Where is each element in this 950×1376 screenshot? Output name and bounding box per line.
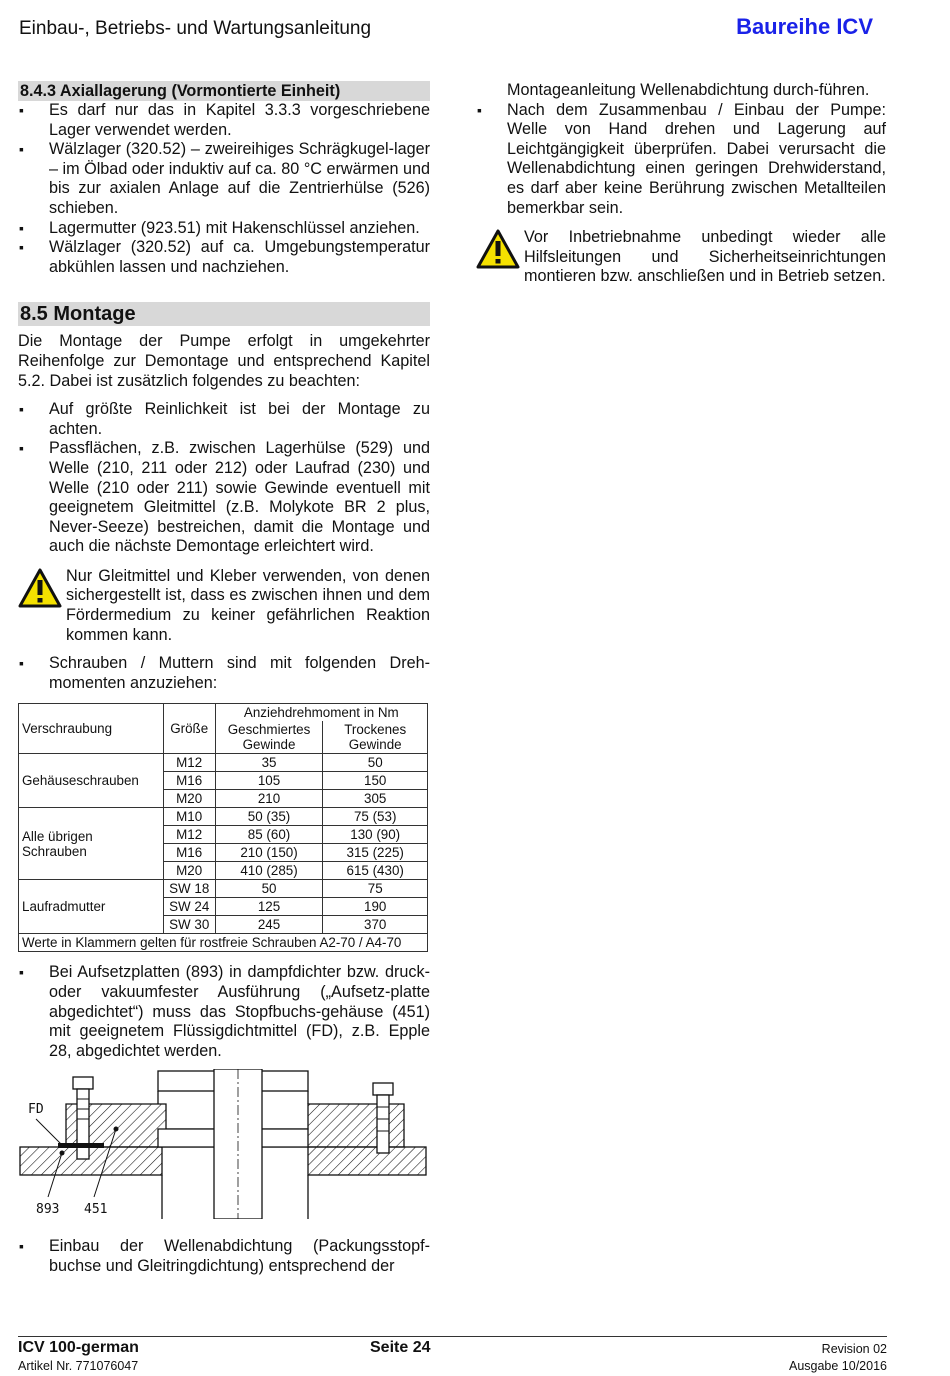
table-row xyxy=(19,808,428,826)
cell-size: M10 xyxy=(163,808,215,826)
cell-dry: 615 (430) xyxy=(323,862,428,880)
cell-dry: 370 xyxy=(323,916,428,934)
cell-size: M16 xyxy=(163,772,215,790)
torque-table xyxy=(18,703,428,952)
table-row xyxy=(19,754,428,772)
cell-lubricated: 50 xyxy=(215,880,323,898)
label-893: 893 xyxy=(36,1202,60,1218)
group-label: Laufradmutter xyxy=(19,880,164,934)
table-header-row xyxy=(19,704,428,722)
cell-size: M20 xyxy=(163,790,215,808)
list-item: ▪ Auf größte Reinlichkeit ist bei der Montage zu achten. xyxy=(18,400,430,439)
montage-intro: Die Montage der Pumpe erfolgt in umgekehrter Reihenfolge zur Demontage und entsprechend Kapitel 5.2. Dabei ist zusätzlich folgendes zu beachten: xyxy=(18,332,430,390)
cell-dry: 130 (90) xyxy=(323,826,428,844)
warning-icon xyxy=(476,229,520,269)
list-item: ▪ Schrauben / Muttern sind mit folgenden Dreh-momenten anzuziehen: xyxy=(18,654,430,693)
warning-text: Nur Gleitmittel und Kleber verwenden, von denen sichergestellt ist, dass es zwischen ihnen und dem Fördermedium zu keiner gefährlichen Reaktion kommen kann. xyxy=(66,566,430,644)
table-note-row xyxy=(19,934,428,952)
list-item: ▪ Wälzlager (320.52) – zweireihiges Schrägkugel-lager – im Ölbad oder induktiv auf ca. 80 °C erwärmen und bis zur axialen Anlage auf die Zentrierhülse (526) schieben. xyxy=(18,140,430,218)
footer-document: ICV 100-german xyxy=(18,1339,139,1356)
footer-revision: Revision 02 xyxy=(821,1342,887,1356)
axial-bearing-list xyxy=(18,101,430,277)
cell-size: M12 xyxy=(163,826,215,844)
cell-dry: 315 (225) xyxy=(323,844,428,862)
warning-text: Vor Inbetriebnahme unbedingt wieder alle Hilfsleitungen und Sicherheitseinrichtungen montieren bzw. anschließen und in Betrieb setzen. xyxy=(524,228,886,286)
cell-lubricated: 245 xyxy=(215,916,323,934)
list-item: ▪ Wälzlager (320.52) auf ca. Umgebungstemperatur abkühlen lassen und nachziehen. xyxy=(18,238,430,277)
cell-lubricated: 50 (35) xyxy=(215,808,323,826)
label-fd: FD xyxy=(28,1102,44,1118)
list-item: ▪ Einbau der Wellenabdichtung (Packungsstopf-buchse und Gleitringdichtung) entsprechend der xyxy=(18,1237,430,1276)
footer-page: Seite 24 xyxy=(370,1339,431,1356)
document-title: Einbau-, Betriebs- und Wartungsanleitung xyxy=(19,18,372,39)
table-note: Werte in Klammern gelten für rostfreie Schrauben A2-70 / A4-70 xyxy=(19,934,428,952)
list-item: ▪ Bei Aufsetzplatten (893) in dampfdichter bzw. druck- oder vakuumfester Ausführung („Aufsetz-platte abgedichtet“) muss das Stopfbuchs-gehäuse (451) mit geeignetem Flüssigdichtmittel (FD), z.B. Epple 28, abgedichtet werden. xyxy=(18,963,430,1061)
axial-bearing-heading: 8.4.3 Axiallagerung (Vormontierte Einheit) xyxy=(18,81,430,101)
list-item: ▪ Passflächen, z.B. zwischen Lagerhülse (529) und Welle (210, 211 oder 212) oder Laufrad (230) und Welle (210 oder 211) sowie Gewinde eventuell mit geeignetem Gleitmittel (z.B. Molykote BR 2 plus, Never-Seeze) bestreichen, damit die Montage und auch die nächste Demontage erleichtert wird. xyxy=(18,439,430,557)
list-item: ▪ Es darf nur das in Kapitel 3.3.3 vorgeschriebene Lager verwendet werden. xyxy=(18,101,430,140)
footer-issue: Ausgabe 10/2016 xyxy=(788,1359,887,1373)
cell-dry: 75 (53) xyxy=(323,808,428,826)
cell-lubricated: 210 xyxy=(215,790,323,808)
footer-article: Artikel Nr. 771076047 xyxy=(18,1359,139,1373)
left-column xyxy=(18,81,430,1276)
group-label: Gehäuseschrauben xyxy=(19,754,164,808)
header-geschmiert: Geschmiertes Gewinde xyxy=(215,721,323,754)
assembly-list xyxy=(476,101,886,219)
stuffing-box-drawing xyxy=(18,1069,428,1219)
continuation-text: Montageanleitung Wellenabdichtung durch-führen. xyxy=(507,81,870,99)
plate-list xyxy=(18,963,430,1061)
screw-list xyxy=(18,654,430,693)
label-451: 451 xyxy=(84,1202,108,1218)
list-item: ▪ Lagermutter (923.51) mit Hakenschlüssel anziehen. xyxy=(18,219,430,239)
cell-lubricated: 85 (60) xyxy=(215,826,323,844)
right-column xyxy=(476,81,886,287)
cell-lubricated: 410 (285) xyxy=(215,862,323,880)
cell-lubricated: 35 xyxy=(215,754,323,772)
header-trocken: Trockenes Gewinde xyxy=(323,721,428,754)
list-item: ▪ Nach dem Zusammenbau / Einbau der Pumpe: Welle von Hand drehen und Lagerung auf Leichtgängigkeit überprüfen. Dabei verursacht die Wellenabdichtung einen geringen Drehwiderstand, es darf aber keine Berührung zwischen Metallteilen bemerkbar sein. xyxy=(476,101,886,219)
cell-size: M16 xyxy=(163,844,215,862)
cell-size: SW 18 xyxy=(163,880,215,898)
table-row xyxy=(19,880,428,898)
montage-heading: 8.5 Montage xyxy=(18,302,430,326)
cell-size: M20 xyxy=(163,862,215,880)
cell-dry: 150 xyxy=(323,772,428,790)
cell-dry: 190 xyxy=(323,898,428,916)
cell-dry: 50 xyxy=(323,754,428,772)
cell-lubricated: 125 xyxy=(215,898,323,916)
footer-divider xyxy=(18,1336,887,1337)
cell-size: SW 24 xyxy=(163,898,215,916)
cell-lubricated: 105 xyxy=(215,772,323,790)
seal-list xyxy=(18,1237,430,1276)
warning-lubricant xyxy=(18,567,430,645)
header-groesse: Größe xyxy=(163,704,215,754)
cell-dry: 75 xyxy=(323,880,428,898)
cell-dry: 305 xyxy=(323,790,428,808)
series-title: Baureihe ICV xyxy=(736,14,873,39)
group-label: Alle übrigen Schrauben xyxy=(19,808,164,880)
header-verschraubung: Verschraubung xyxy=(19,704,164,754)
cell-lubricated: 210 (150) xyxy=(215,844,323,862)
montage-list xyxy=(18,400,430,557)
warning-commissioning xyxy=(476,228,886,287)
cell-size: M12 xyxy=(163,754,215,772)
cell-size: SW 30 xyxy=(163,916,215,934)
warning-icon xyxy=(18,568,62,608)
header-torque: Anziehdrehmoment in Nm xyxy=(215,704,427,722)
